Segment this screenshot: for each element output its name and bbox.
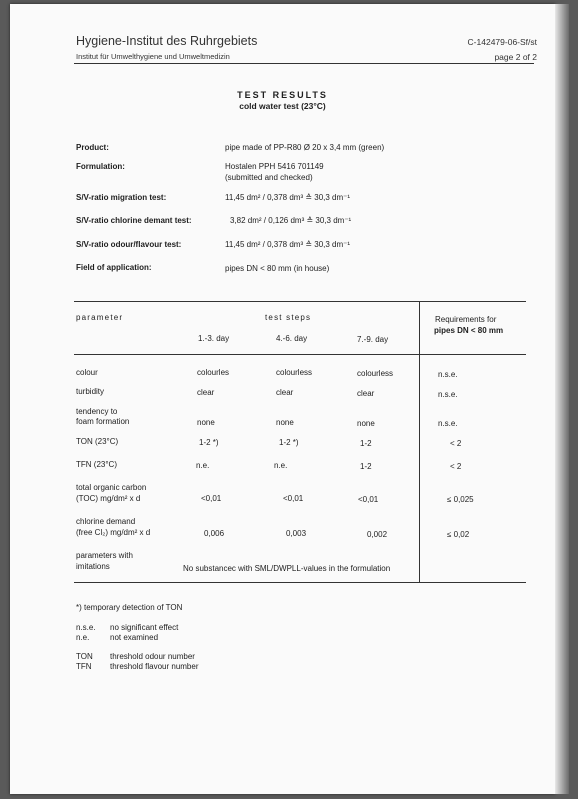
table-cell: none (197, 418, 215, 427)
table-cell: n.e. (196, 461, 210, 470)
row-chlorine-label-line2: (free Cl₂) mg/dm² x d (76, 528, 151, 537)
table-cell: 1-2 *) (279, 438, 299, 447)
document-page (10, 4, 555, 794)
chlorine-ratio-value: 3,82 dm² / 0,126 dm³ ≙ 30,3 dm⁻¹ (230, 216, 352, 225)
table-bottom-rule (74, 582, 526, 583)
table-cell: colourless (276, 368, 313, 377)
table-cell: colourless (357, 369, 394, 378)
abbrev-ton-meaning: threshold odour number (110, 652, 195, 661)
table-cell: clear (276, 388, 294, 397)
formulation-label: Formulation: (76, 162, 125, 171)
table-cell: none (357, 419, 375, 428)
footnote-temporary: *) temporary detection of TON (76, 603, 183, 612)
row-ton-label: TON (23°C) (76, 437, 119, 446)
abbrev-nse: n.s.e. (76, 623, 96, 632)
product-value: pipe made of PP-R80 Ø 20 x 3,4 mm (green) (225, 143, 385, 152)
table-cell: 0,003 (286, 529, 307, 538)
table-cell: colourles (197, 368, 230, 377)
parameter-header: parameter (76, 313, 124, 322)
abbrev-ne-meaning: not examined (110, 633, 159, 642)
table-cell: ≤ 0,025 (447, 495, 474, 504)
odour-ratio-label: S/V-ratio odour/flavour test: (76, 240, 182, 249)
row-parameters-label-line1: parameters with (76, 551, 133, 560)
row-toc-label-line2: (TOC) mg/dm² x d (76, 494, 141, 503)
table-cell: < 2 (450, 439, 462, 448)
requirements-subheader: pipes DN < 80 mm (434, 326, 504, 335)
table-top-rule (74, 301, 526, 302)
abbrev-ne: n.e. (76, 633, 90, 642)
step-2-header: 4.-6. day (276, 334, 308, 343)
table-cell: < 2 (450, 462, 462, 471)
table-cell: n.e. (274, 461, 288, 470)
row-turbidity-label: turbidity (76, 387, 105, 396)
table-cell: clear (197, 388, 215, 397)
institute-subtitle: Institut für Umwelthygiene und Umweltmedizin (76, 52, 230, 61)
table-cell: n.s.e. (438, 370, 458, 379)
table-cell: 0,006 (204, 529, 225, 538)
application-label: Field of application: (76, 263, 152, 272)
table-cell: <0,01 (358, 495, 379, 504)
row-chlorine-label-line1: chlorine demand (76, 517, 136, 526)
step-3-header: 7.-9. day (357, 335, 389, 344)
formulation-value-line2: (submitted and checked) (225, 173, 313, 182)
migration-ratio-label: S/V-ratio migration test: (76, 193, 167, 202)
abbrev-nse-meaning: no significant effect (110, 623, 179, 632)
document-reference: C-142479-06-Sf/st (467, 37, 537, 47)
product-label: Product: (76, 143, 109, 152)
document-title: TEST RESULTS (237, 90, 328, 100)
table-cell: n.s.e. (438, 390, 458, 399)
abbrev-tfn-meaning: threshold flavour number (110, 662, 199, 671)
table-header-rule (74, 354, 526, 355)
institute-name: Hygiene-Institut des Ruhrgebiets (76, 34, 258, 48)
table-cell-merged: No substancec with SML/DWPLL-values in the formulation (183, 564, 391, 573)
table-cell: 0,002 (367, 530, 388, 539)
row-parameters-label-line2: imitations (76, 562, 110, 571)
test-steps-header: test steps (265, 313, 312, 322)
table-column-divider (419, 301, 420, 582)
application-value: pipes DN < 80 mm (in house) (225, 264, 330, 273)
table-cell: ≤ 0,02 (447, 530, 470, 539)
table-cell: <0,01 (201, 494, 222, 503)
formulation-value-line1: Hostalen PPH 5416 701149 (225, 162, 324, 171)
step-1-header: 1.-3. day (198, 334, 230, 343)
table-cell: <0,01 (283, 494, 304, 503)
page-number: page 2 of 2 (494, 52, 537, 62)
table-cell: 1-2 (360, 462, 372, 471)
table-cell: clear (357, 389, 375, 398)
document-subtitle: cold water test (23°C) (239, 101, 326, 111)
row-foam-label-line1: tendency to (76, 407, 118, 416)
chlorine-ratio-label: S/V-ratio chlorine demant test: (76, 216, 192, 225)
migration-ratio-value: 11,45 dm² / 0,378 dm³ ≙ 30,3 dm⁻¹ (225, 193, 351, 202)
row-foam-label-line2: foam formation (76, 417, 130, 426)
row-colour-label: colour (76, 368, 98, 377)
table-cell: none (276, 418, 294, 427)
abbrev-ton: TON (76, 652, 93, 661)
table-cell: 1-2 (360, 439, 372, 448)
row-tfn-label: TFN (23°C) (76, 460, 117, 469)
requirements-header: Requirements for (435, 315, 497, 324)
table-cell: n.s.e. (438, 419, 458, 428)
header-divider (74, 63, 534, 64)
table-cell: 1-2 *) (199, 438, 219, 447)
row-toc-label-line1: total organic carbon (76, 483, 147, 492)
odour-ratio-value: 11,45 dm² / 0,378 dm³ ≙ 30,3 dm⁻¹ (225, 240, 351, 249)
abbrev-tfn: TFN (76, 662, 92, 671)
